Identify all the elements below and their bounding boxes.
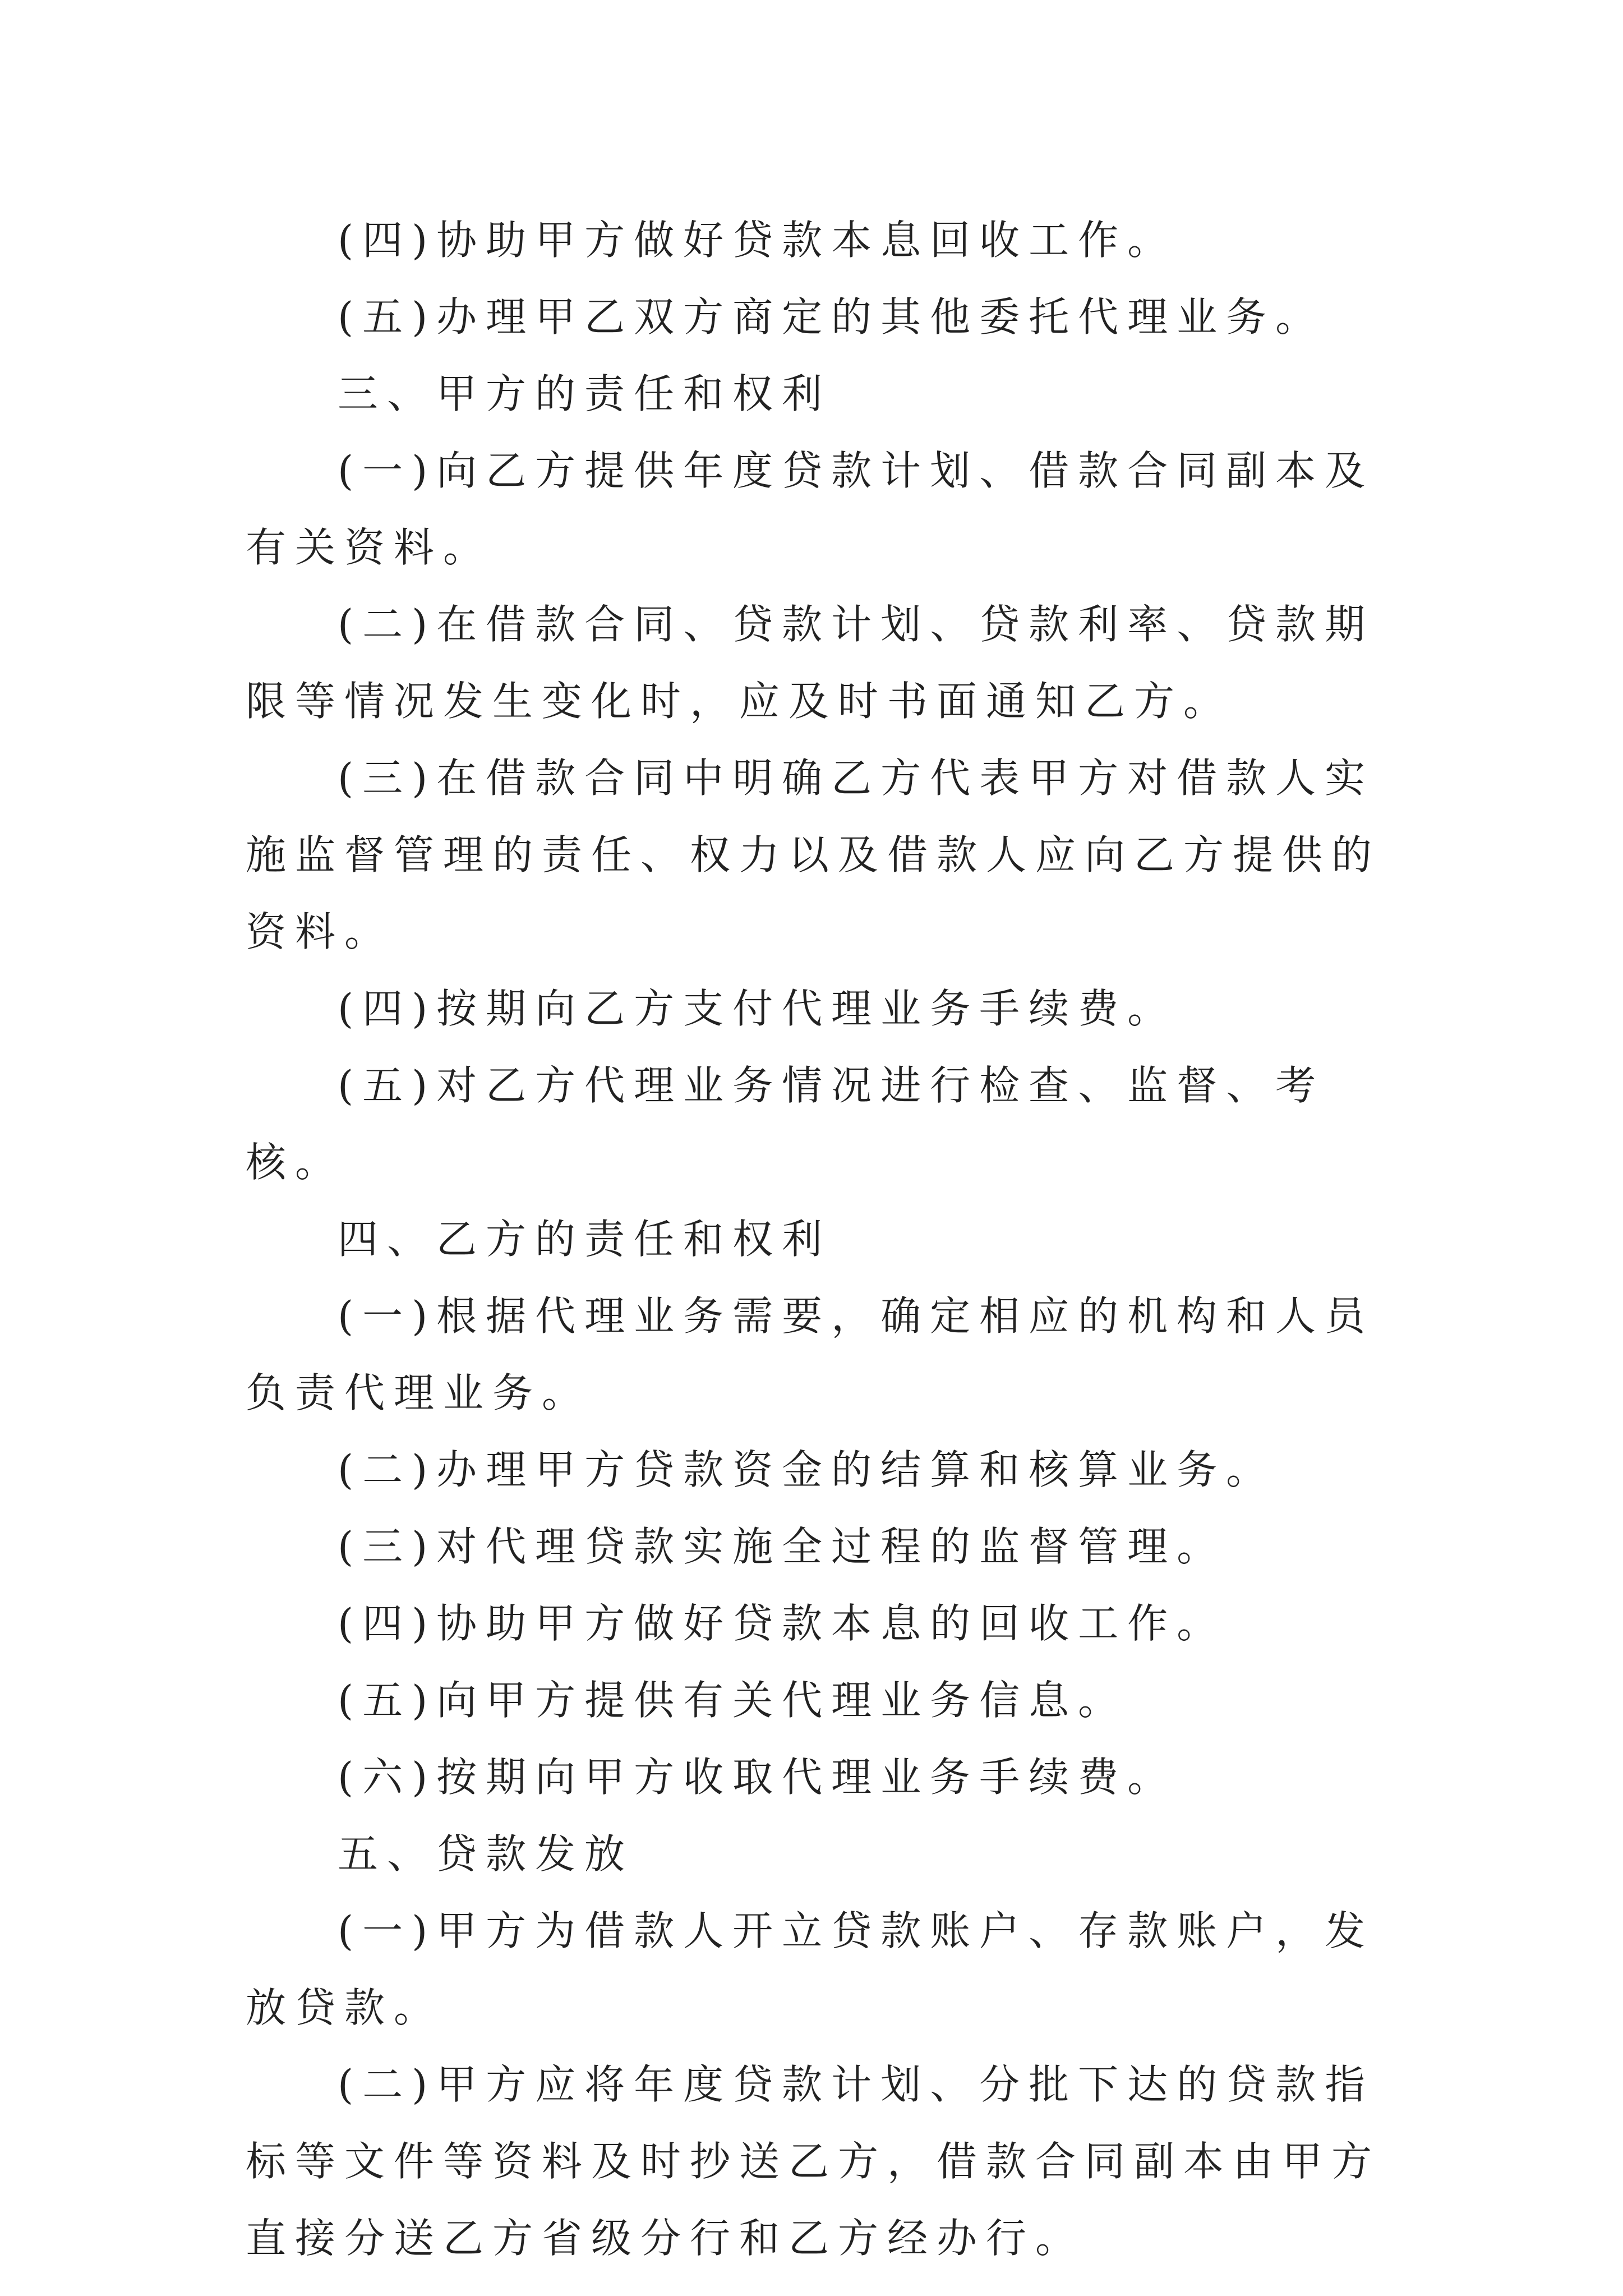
paragraph-item-4: (四)协助甲方做好贷款本息回收工作。	[338, 217, 1177, 264]
section-heading-3: 三、甲方的责任和权利	[338, 370, 832, 417]
section-heading-4: 四、乙方的责任和权利	[338, 1216, 832, 1263]
paragraph-party-a-4: (四)按期向乙方支付代理业务手续费。	[338, 985, 1177, 1032]
paragraph-party-b-1: (一)根据代理业务需要，确定相应的机构和人员负责代理业务。	[246, 1292, 1375, 1416]
paragraph-loan-2: (二)甲方应将年度贷款计划、分批下达的贷款指标等文件等资料及时抄送乙方，借款合同副本由甲方直接分送乙方省级分行和乙方经办行。	[246, 2061, 1381, 2262]
paragraph-party-a-3: (三)在借款合同中明确乙方代表甲方对借款人实施监督管理的责任、权力以及借款人应向乙方提供的资料。	[246, 754, 1381, 955]
paragraph-party-a-2: (二)在借款合同、贷款计划、贷款利率、贷款期限等情况发生变化时，应及时书面通知乙方。	[246, 601, 1375, 725]
paragraph-party-b-5: (五)向甲方提供有关代理业务信息。	[338, 1677, 1128, 1724]
paragraph-party-b-4: (四)协助甲方做好贷款本息的回收工作。	[338, 1600, 1227, 1647]
paragraph-party-a-1: (一)向乙方提供年度贷款计划、借款合同副本及有关资料。	[246, 447, 1375, 571]
section-heading-5: 五、贷款发放	[338, 1830, 634, 1878]
paragraph-loan-1: (一)甲方为借款人开立贷款账户、存款账户，发放贷款。	[246, 1907, 1375, 2031]
paragraph-item-5: (五)办理甲乙双方商定的其他委托代理业务。	[338, 293, 1325, 341]
paragraph-party-b-2: (二)办理甲方贷款资金的结算和核算业务。	[338, 1446, 1276, 1493]
paragraph-party-b-6: (六)按期向甲方收取代理业务手续费。	[338, 1754, 1177, 1801]
paragraph-party-b-3: (三)对代理贷款实施全过程的监督管理。	[338, 1523, 1227, 1570]
document-body	[246, 202, 1383, 2277]
paragraph-party-a-5: (五)对乙方代理业务情况进行检查、监督、考核。	[246, 1062, 1325, 1186]
